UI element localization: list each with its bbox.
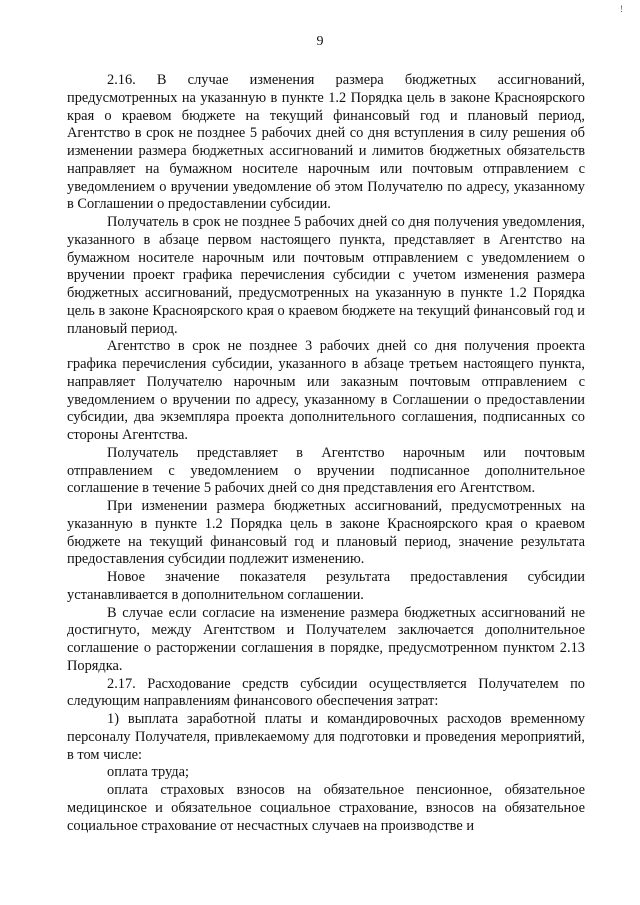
corner-mark: ! [620,4,623,14]
list-subitem-labor-pay: оплата труда; [107,764,190,781]
document-body [67,72,585,835]
paragraph-new-indicator-value: Новое значение показателя результата предоставления субсидии устанавливается в дополнительном соглашении. [67,569,585,603]
paragraph-result-value-change: При изменении размера бюджетных ассигнований, предусмотренных на указанную в пункте 1.2 Порядка цель в законе Красноярского края о краевом бюджете на текущий финансовый год и плановый период, значение результата предоставления субсидии подлежит изменению. [67,498,585,568]
list-subitem-insurance: оплата страховых взносов на обязательное пенсионное, обязательное медицинское и обязательное социальное страхование, взносов на обязательное социальное страхование от несчастных случаев на производстве и [67,782,585,834]
paragraph-recipient-signed-agreement: Получатель представляет в Агентство нарочным или почтовым отправлением с уведомлением о вручении подписанное дополнительное соглашение в течение 5 рабочих дней со дня представления его Агентством. [67,444,585,497]
page-number: 9 [316,34,324,49]
paragraph-agency-draft-agreement: Агентство в срок не позднее 3 рабочих дней со дня получения проекта графика перечисления субсидии, указанного в абзаце третьем настоящего пункта, направляет Получателю нарочным или заказным почтовым отправлением с уведомлением о вручении по адресу, указанному в Соглашении о предоставлении субсидии, два экземпляра проекта дополнительного соглашения, подписанных со стороны Агентства. [67,338,585,443]
paragraph-2-17: 2.17. Расходование средств субсидии осуществляется Получателем по следующим направлениям финансового обеспечения затрат: [67,675,585,710]
paragraph-termination-agreement: В случае если согласие на изменение размера бюджетных ассигнований не достигнуто, между Агентством и Получателем заключается дополнительное соглашение о расторжении соглашения в порядке, предусмотренном пунктом 2.13 Порядка. [67,604,585,674]
list-item-1-salary: 1) выплата заработной платы и командировочных расходов временному персоналу Получателя, привлекаемому для подготовки и проведения мероприятий, в том числе: [67,711,585,763]
paragraph-recipient-schedule: Получатель в срок не позднее 5 рабочих дней со дня получения уведомления, указанного в абзаце первом настоящего пункта, представляет в Агентство на бумажном носителе нарочным или почтовым отправлением с уведомлением о вручении проект графика перечисления субсидии с учетом изменения размера бюджетных ассигнований, предусмотренных на указанную в пункте 1.2 Порядка цель в законе Красноярского края о краевом бюджете на текущий финансовый год и плановый период. [67,214,585,337]
paragraph-2-16: 2.16. В случае изменения размера бюджетных ассигнований, предусмотренных на указанную в пункте 1.2 Порядка цель в законе Красноярского края о краевом бюджете на текущий финансовый год и плановый период, Агентство в срок не позднее 5 рабочих дней со дня вступления в силу решения об изменении размера бюджетных ассигнований и лимитов бюджетных обязательств направляет на бумажном носителе нарочным или почтовым отправлением с уведомлением о вручении уведомление об этом Получателю по адресу, указанному в Соглашении о предоставлении субсидии. [67,72,585,213]
